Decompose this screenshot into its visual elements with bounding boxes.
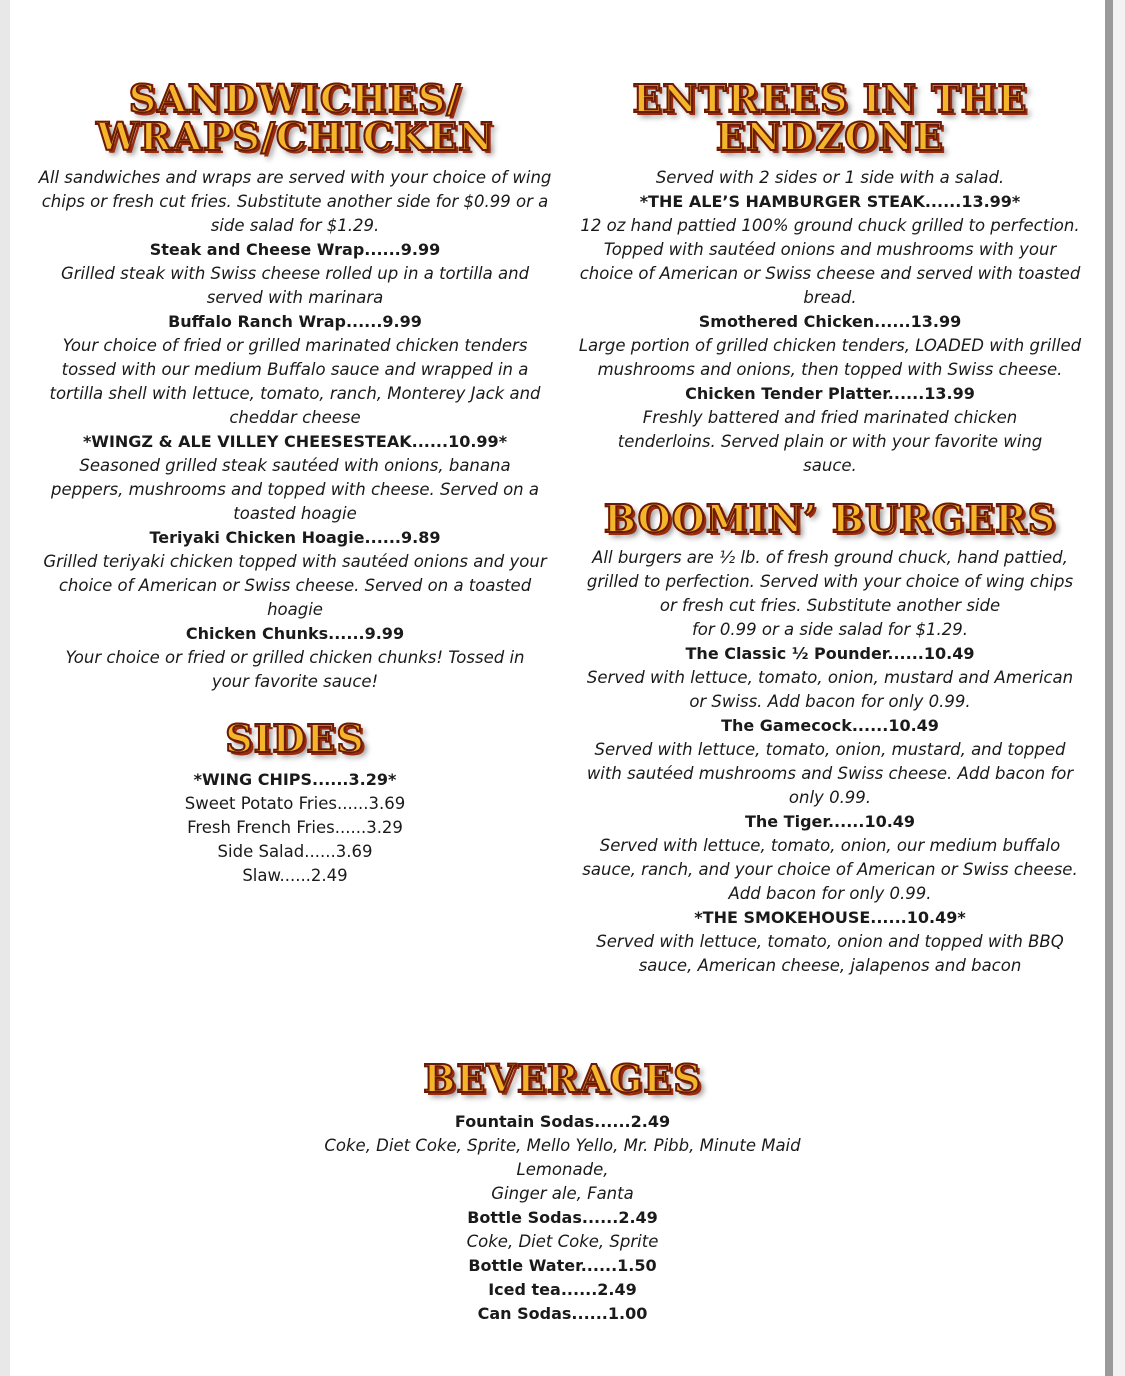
- side-item: Side Salad......3.69: [217, 842, 373, 861]
- menu-item-desc: Your choice or fried or grilled chicken chunks! Tossed in your favorite sauce!: [65, 648, 525, 691]
- menu-item-desc: Served with lettuce, tomato, onion, mustard, and topped with sautéed mushrooms and Swiss cheese. Add bacon for only 0.99.: [586, 740, 1074, 807]
- beverage-water: Bottle Water......1.50: [468, 1256, 657, 1275]
- side-item: Fresh French Fries......3.29: [187, 818, 403, 837]
- menu-item-name: *THE SMOKEHOUSE......10.49*: [694, 908, 966, 927]
- page-edge: [1105, 0, 1113, 1376]
- beverage-fountain-desc: Coke, Diet Coke, Sprite, Mello Yello, Mr. Pibb, Minute Maid Lemonade,: [324, 1136, 801, 1179]
- menu-item-name: Steak and Cheese Wrap......9.99: [149, 240, 441, 259]
- menu-item-name: *THE ALE’S HAMBURGER STEAK......13.99*: [639, 192, 1021, 211]
- menu-item-name: *WINGZ & ALE VILLEY CHEESESTEAK......10.99*: [82, 432, 508, 451]
- menu-item-desc: Freshly battered and fried marinated chicken tenderloins. Served plain or with your favorite wing sauce.: [617, 408, 1043, 475]
- burgers-section: [572, 496, 1088, 978]
- sandwiches-heading-line2: WRAPS/CHICKEN: [96, 114, 494, 159]
- sandwiches-section: [35, 76, 555, 694]
- sides-section: [145, 716, 445, 888]
- menu-item-name: Buffalo Ranch Wrap......9.99: [168, 312, 422, 331]
- beverage-bottle: Bottle Sodas......2.49: [467, 1208, 658, 1227]
- entrees-heading-line1: ENTREES IN THE: [632, 76, 1028, 121]
- sandwiches-heading: [35, 76, 555, 159]
- menu-item-desc: Grilled teriyaki chicken topped with sautéed onions and your choice of American or Swiss cheese. Served on a toasted hoagie: [43, 552, 547, 619]
- menu-item-name: Teriyaki Chicken Hoagie......9.89: [149, 528, 441, 547]
- menu-item-desc: Served with lettuce, tomato, onion, mustard and American or Swiss. Add bacon for only 0.99.: [586, 668, 1074, 711]
- menu-item-desc: Grilled steak with Swiss cheese rolled up in a tortilla and served with marinara: [60, 264, 530, 307]
- beverage-bottle-desc: Coke, Diet Coke, Sprite: [466, 1232, 659, 1251]
- side-item: Sweet Potato Fries......3.69: [184, 794, 406, 813]
- sides-featured: *WING CHIPS......3.29*: [193, 770, 397, 789]
- sandwiches-intro: All sandwiches and wraps are served with your choice of wing chips or fresh cut fries. Substitute another side for $0.99 or a side salad for $1.29.: [38, 168, 552, 235]
- beverages-section: [320, 1056, 805, 1326]
- entrees-heading: [575, 76, 1085, 159]
- burgers-heading: BOOMIN’ BURGERS: [572, 500, 1088, 538]
- beverage-can: Can Sodas......1.00: [477, 1304, 648, 1323]
- menu-item-desc: Large portion of grilled chicken tenders, LOADED with grilled mushrooms and onions, then topped with Swiss cheese.: [578, 336, 1082, 379]
- menu-item-desc: Seasoned grilled steak sautéed with onions, banana peppers, mushrooms and topped with cheese. Served on a toasted hoagie: [50, 456, 539, 523]
- menu-item-name: The Gamecock......10.49: [721, 716, 939, 735]
- page-margin: [1113, 0, 1125, 1376]
- sandwiches-heading-line1: SANDWICHES/: [128, 76, 462, 121]
- entrees-intro: Served with 2 sides or 1 side with a salad.: [655, 168, 1005, 187]
- menu-item-desc: Your choice of fried or grilled marinated chicken tenders tossed with our medium Buffalo sauce and wrapped in a tortilla shell with lettuce, tomato, ranch, Monterey Jack and cheddar cheese: [49, 336, 541, 427]
- menu-item-desc: Served with lettuce, tomato, onion, our medium buffalo sauce, ranch, and your choice of American or Swiss cheese. Add bacon for only 0.99.: [582, 836, 1078, 903]
- menu-item-desc: Served with lettuce, tomato, onion and topped with BBQ sauce, American cheese, jalapenos and bacon: [596, 932, 1064, 975]
- sides-heading: SIDES: [145, 720, 445, 758]
- burgers-intro: All burgers are ½ lb. of fresh ground chuck, hand pattied, grilled to perfection. Served with your choice of wing chips or fresh cut fries. Substitute another side: [586, 548, 1074, 615]
- beverage-fountain-desc-cont: Ginger ale, Fanta: [491, 1184, 634, 1203]
- menu-item-name: Smothered Chicken......13.99: [698, 312, 962, 331]
- menu-item-name: Chicken Chunks......9.99: [185, 624, 405, 643]
- menu-item-name: The Classic ½ Pounder......10.49: [685, 644, 975, 663]
- beverage-tea: Iced tea......2.49: [488, 1280, 637, 1299]
- entrees-section: [575, 76, 1085, 478]
- menu-item-name: The Tiger......10.49: [744, 812, 916, 831]
- beverages-heading: BEVERAGES: [320, 1060, 805, 1098]
- menu-item-name: Chicken Tender Platter......13.99: [685, 384, 975, 403]
- menu-item-desc: 12 oz hand pattied 100% ground chuck grilled to perfection. Topped with sautéed onions and mushrooms with your choice of American or Swiss cheese and served with toasted bread.: [579, 216, 1081, 307]
- side-item: Slaw......2.49: [242, 866, 348, 885]
- entrees-heading-line2: ENDZONE: [715, 114, 945, 159]
- beverage-fountain: Fountain Sodas......2.49: [454, 1112, 671, 1131]
- burgers-intro-cont: for 0.99 or a side salad for $1.29.: [692, 620, 968, 639]
